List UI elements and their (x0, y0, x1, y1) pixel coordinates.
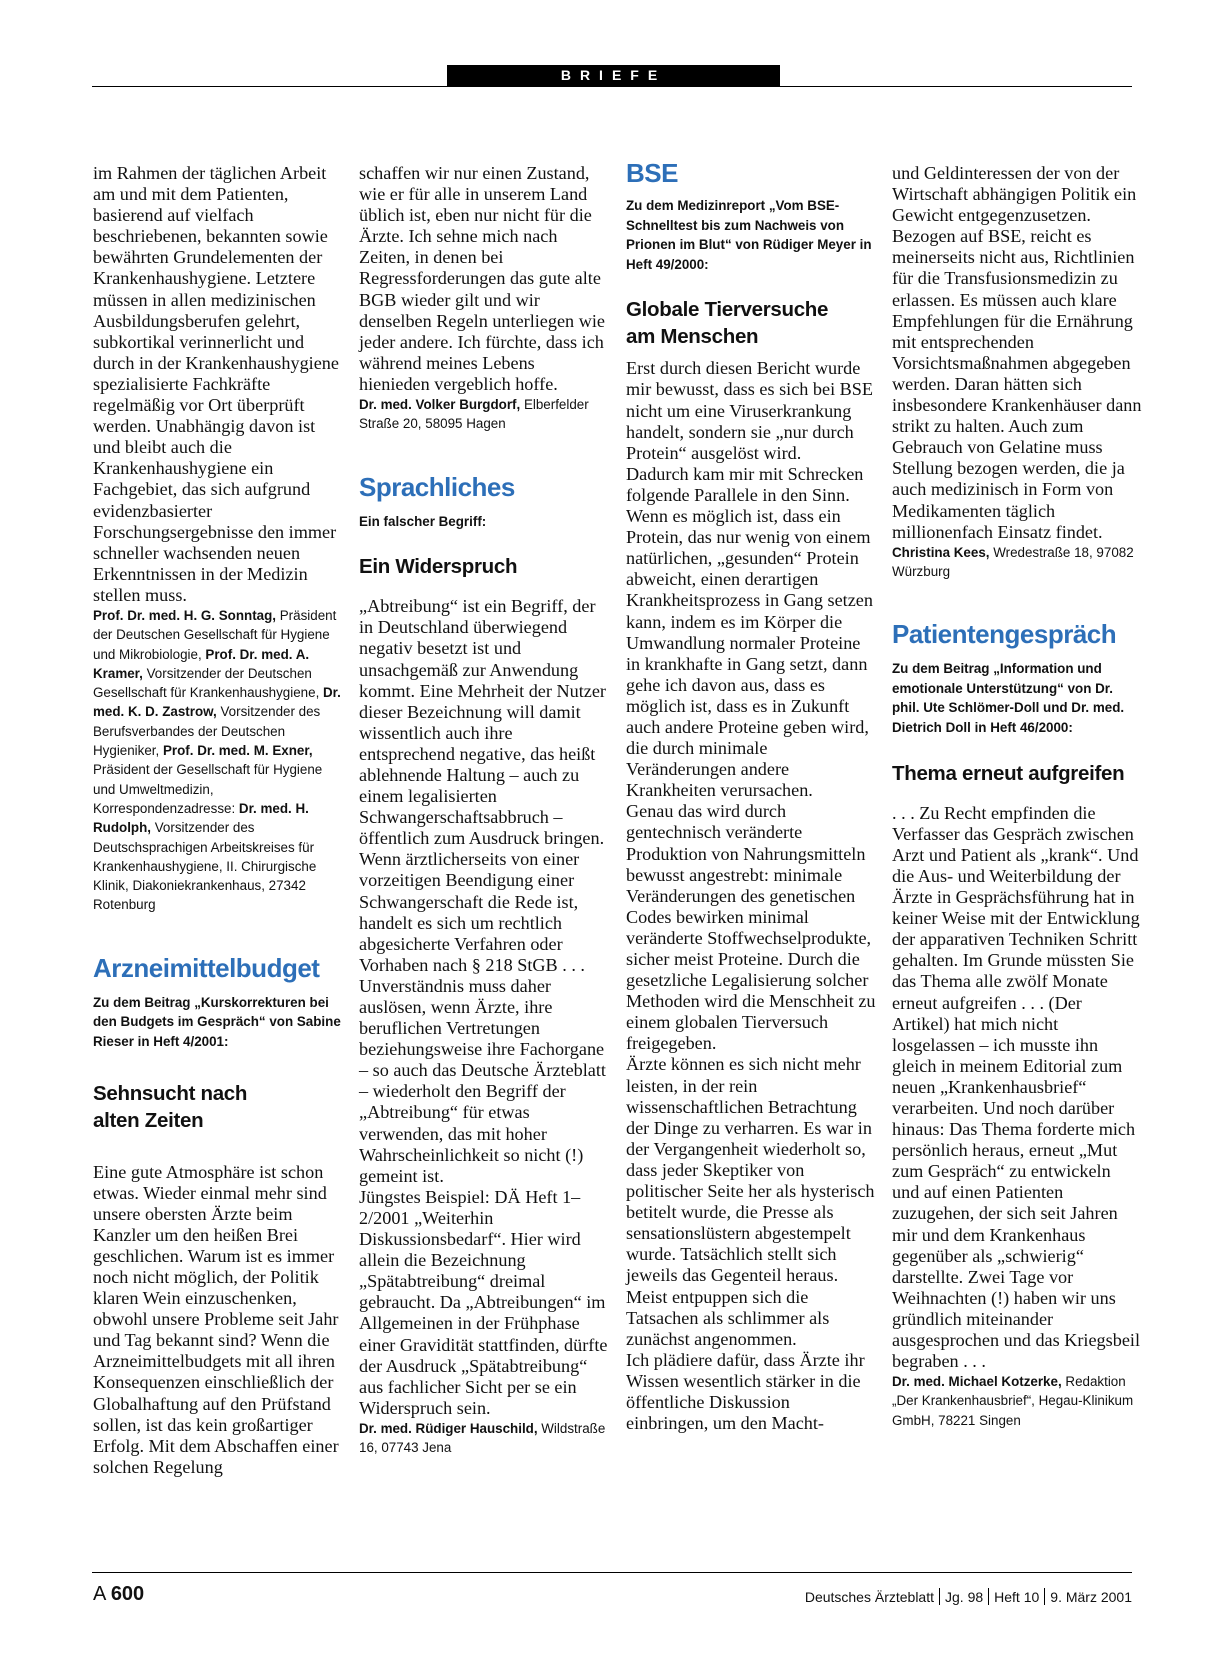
letter-signature: Dr. med. Rüdiger Hauschild, Wildstraße 16, 07743 Jena (359, 1420, 606, 1456)
letter-text: Eine gute Atmosphäre ist schon etwas. Wieder einmal mehr sind unsere obersten Ärzte beim Kanzler um den heißen Brei geschlichen. Warum ist es immer noch nicht möglich, der Politik klaren Wein einzuschenken, obwohl unsere Probleme seit Jahr und Tag bekannt sind? Wenn die Arzneimittelbudgets mit all ihren Konsequenzen einschließlich der Globalhaftung auf den Prüfstand sollen, ist das kein großartiger Erfolg. Mit dem Abschaffen einer solchen Regelung (93, 1161, 339, 1477)
letter-paragraph: „Abtreibung“ ist ein Begriff, der in Deutschland überwiegend negativ besetzt ist und unsachgemäß zur Anwendung kommt. Eine Mehrheit der Nutzer dieser Bezeichnung will damit wissentlich auch ihre entsprechend negative, das heißt ablehnende Haltung – auch zu einem legalisierten Schwangerschaftsabbruch – öffentlich zum Ausdruck bringen. (359, 596, 606, 849)
section-title: Sprachliches (359, 471, 515, 502)
journal-date: 9. März 2001 (1050, 1589, 1132, 1605)
reference-note: Zu dem Beitrag „Information und emotionale Unterstützung“ von Dr. phil. Ute Schlömer-Doll und Dr. med. Dietrich Doll in Heft 46/2000: (892, 661, 1125, 736)
author-name: Christina Kees, (892, 544, 990, 560)
section-title: BSE (626, 158, 678, 188)
journal-issue: Heft 10 (994, 1589, 1040, 1605)
letter-paragraph: Jüngstes Beispiel: DÄ Heft 1–2/2001 „Weiterhin Diskussionsbedarf“. Hier wird allein die Bezeichnung „Spätabtreibung“ dreimal gebraucht. Da „Abtreibungen“ im Allgemeinen in der Frühphase einer Gravidität stattfinden, dürfte der Ausdruck „Spätabtreibung“ aus fachlicher Sicht per se ein Widerspruch sein. (359, 1186, 608, 1418)
letter-heading: Sehnsucht nach alten Zeiten (93, 1081, 248, 1132)
footer-rule (92, 1572, 1132, 1573)
section-title: Patientengespräch (892, 619, 1117, 650)
author-name: Dr. med. Volker Burgdorf, (359, 397, 521, 413)
letter-paragraph: Wenn ärztlicherseits von einer vorzeitigen Beendigung einer Schwangerschaft die Rede ist, handelt es sich um rechtlich abgesicherte Verfahren oder Vorhaben nach § 218 StGB . . . (359, 849, 585, 975)
letter-text: schaffen wir nur einen Zustand, wie er für alle in unserem Land üblich ist, eben nur nicht für die Ärzte. Ich sehne mich nach Zeiten, in denen bei Regressforderungen das gute alte BGB wieder gilt und wir denselben Regeln unterliegen wie jeder andere. Ich fürchte, dass ich während meines Lebens hienieden vergeblich hoffe. (359, 163, 605, 394)
reference-note: Zu dem Beitrag „Kurskorrekturen bei den Budgets im Gespräch“ von Sabine Rieser in Heft 4/2001: (93, 994, 341, 1049)
letter-signature: Dr. med. Volker Burgdorf, Elberfelder Straße 20, 58095 Hagen (359, 397, 589, 432)
letter-paragraph: Dadurch kam mir mit Schrecken folgende Parallele in den Sinn. Wenn es möglich ist, dass ein Protein, das nur wenig von einem natürlichen, „gesunden“ Protein abweicht, einen derartigen Krankheitsprozess in Gang setzen kann, indem es im Körper die Umwandlung normaler Proteine in krankhafte in Gang setzt, dann gehe ich davon aus, dass es möglich ist, dass es in Zukunft auch andere Proteine geben wird, die durch minimale Veränderungen andere Krankheiten verursachen. (626, 463, 873, 801)
author-name: Prof. Dr. med. M. Exner, (162, 743, 313, 759)
journal-name: Deutsches Ärzteblatt (804, 1589, 934, 1605)
letter-paragraph: Ich plädiere dafür, dass Ärzte ihr Wissen wesentlich stärker in die öffentliche Diskussion einbringen, um den Macht- (626, 1349, 865, 1434)
author-name: Dr. med. H. Rudolph, (93, 800, 309, 836)
reference-note: Zu dem Medizinreport „Vom BSE-Schnelltest bis zum Nachweis von Prionen im Blut“ von Rüdiger Meyer in Heft 49/2000: (626, 198, 872, 272)
author-name: Dr. med. Rüdiger Hauschild, (359, 1420, 538, 1436)
column-2 (359, 163, 609, 1457)
letter-paragraph: Genau das wird durch gentechnisch veränderte Produktion von Nahrungsmitteln bewusst angestrebt: minimale Veränderungen des genetischen Codes bewirken minimal veränderte Stoffwechselprodukte, sicher meist Proteine. Durch die gesetzliche Legalisierung solcher Methoden wird die Menschheit zu einem globalen Tierversuch freigegeben. (626, 801, 876, 1054)
letter-heading: Ein Widerspruch (359, 555, 518, 579)
separator (1044, 1588, 1045, 1605)
letter-paragraph: Ärzte können es sich nicht mehr leisten, in der rein wissenschaftlichen Betrachtung der Dinge zu verharren. Es war in der Vergangenheit wiederholt so, dass jeder Skeptiker von politischer Seite her als hysterisch betitelt wurde, die Presse als sensationslüstern abgestempelt wurde. Tatsächlich stellt sich jeweils das Gegenteil heraus. Meist entpuppen sich die Tatsachen als schlimmer als zunächst angenommen. (626, 1054, 875, 1349)
author-name: Dr. med. K. D. Zastrow, (93, 685, 341, 720)
section-title: Arzneimittelbudget (93, 952, 320, 983)
separator (988, 1588, 989, 1605)
reference-note: Ein falscher Begriff: (359, 513, 487, 529)
letter-paragraph: Unverständnis muss daher auslösen, wenn Ärzte, ihre beruflichen Vertretungen beziehungsweise ihre Fachorgane – so auch das Deutsche Ärzteblatt – wiederholt den Begriff der „Abtreibung“ für etwas verwenden, das mit hoher Wahrscheinlichkeit so nicht (!) gemeint ist. (359, 975, 606, 1186)
author-name: Dr. med. Michael Kotzerke, (892, 1374, 1062, 1390)
header-rule (92, 86, 1132, 87)
author-name: Prof. Dr. med. H. G. Sonntag, (93, 607, 277, 623)
letter-text: . . . Zu Recht empfinden die Verfasser das Gespräch zwischen Arzt und Patient als „krank“. Und die Aus- und Weiterbildung der Ärzte in Gesprächsführung hat in keiner Weise mit der Entwicklung der apparativen Techniken Schritt gehalten. Im Grunde müssten Sie das Thema alle zwölf Monate erneut aufgreifen . . . (Der Artikel) hat mich nicht losgelassen – ich musste ihn gleich in meinem Editorial zum neuen „Krankenhausbrief“ verarbeiten. Und noch darüber hinaus: Das Thema forderte mich persönlich heraus, erneut „Mut zum Gespräch“ zu entwickeln und auf einen Patienten zuzugehen, der sich seit Jahren mir und dem Krankenhaus gegenüber als „schwierig“ darstellte. Zwei Tage vor Weihnachten (!) haben wir uns gründlich miteinander ausgesprochen und das Kriegsbeil begraben . . . (892, 802, 1140, 1372)
column-4 (892, 163, 1142, 1430)
letter-text: im Rahmen der täglichen Arbeit am und mit dem Patienten, basierend auf vielfach beschriebenen, bekannten sowie bewährten Grundelementen der Krankenhaushygiene. Letztere müssen in allen medizinischen Ausbildungsberufen gelehrt, subkortikal verinnerlicht und durch in der Krankenhaushygiene spezialisierte Fachkräfte regelmäßig vor Ort überprüft werden. Unabhängig davon ist und bleibt auch die Krankenhaushygiene ein Fachgebiet, das sich aufgrund evidenzbasierter Forschungsergebnisse den immer schneller wachsenden neuen Erkenntnissen in der Medizin stellen muss. (93, 163, 339, 605)
letter-heading: Thema erneut aufgreifen (892, 761, 1125, 785)
section-header: BRIEFE (447, 65, 780, 86)
letter-signature: Prof. Dr. med. H. G. Sonntag, Präsident der Deutschen Gesellschaft für Hygiene und Mikrobiologie, Prof. Dr. med. A. Kramer, Vorsitzender der Deutschen Gesellschaft für Krankenhaushygiene, Dr. med. K. D. Zastrow, Vorsitzender des Berufsverbandes der Deutschen Hygieniker, Prof. Dr. med. M. Exner, Präsident der Gesellschaft für Hygiene und Umweltmedizin, Korrespondenzadresse: Dr. med. H. Rudolph, Vorsitzender des Deutschsprachigen Arbeitskreises für Krankenhaushygiene, II. Chirurgische Klinik, Diakoniekrankenhaus, 27342 Rotenburg (93, 607, 341, 913)
page-number: A 600 (93, 1583, 145, 1605)
journal-volume: Jg. 98 (945, 1589, 984, 1605)
column-1 (93, 163, 343, 1478)
letter-paragraph: Bezogen auf BSE, reicht es meinerseits nicht aus, Richtlinien für die Transfusionsmedizin zu erlassen. Es müssen auch klare Empfehlungen für die Ernährung mit entsprechenden Vorsichtsmaßnahmen abgegeben werden. Daran hätten sich insbesondere Krankenhäuser dann strikt zu halten. Auch zum Gebrauch von Gelatine muss Stellung bezogen werden, die ja auch medizinisch in Form von Medikamenten täglich millionenfach Einsatz findet. (892, 226, 1142, 542)
letter-signature: Christina Kees, Wredestraße 18, 97082 Würzburg (892, 544, 1134, 579)
author-name: Prof. Dr. med. A. Kramer, (93, 646, 310, 681)
letter-paragraph: Erst durch diesen Bericht wurde mir bewusst, dass es sich bei BSE nicht um eine Viruserkrankung handelt, sondern sie „nur durch Protein“ ausgelöst wird. (626, 358, 874, 463)
journal-info (805, 1588, 1132, 1605)
letter-signature: Dr. med. Michael Kotzerke, Redaktion „Der Krankenhausbrief“, Hegau-Klinikum GmbH, 78221 Singen (892, 1374, 1134, 1428)
letter-paragraph: und Geldinteressen der von der Wirtschaft abhängigen Politik ein Gewicht entgegenzusetzen. (892, 163, 1137, 226)
letter-heading: Globale Tierversuche am Menschen (626, 298, 829, 349)
separator (939, 1588, 940, 1605)
column-3 (626, 158, 876, 1434)
